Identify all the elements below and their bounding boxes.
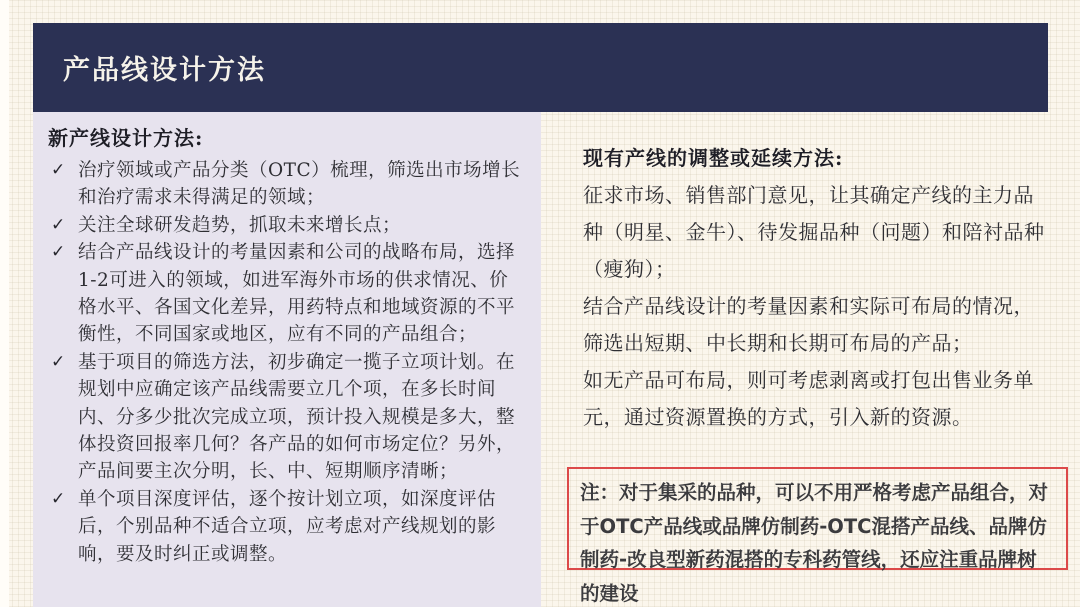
list-item	[48, 486, 527, 568]
checkmark-icon: ✓	[51, 488, 66, 509]
bullet-text: 治疗领域或产品分类（OTC）梳理，筛选出市场增长和治疗需求未得满足的领域；	[78, 160, 521, 209]
checkmark-icon: ✓	[51, 214, 66, 235]
checkmark-icon: ✓	[51, 351, 66, 372]
right-section-heading: 现有产线的调整或延续方法:	[583, 146, 844, 170]
existing-product-line-section	[583, 140, 1053, 436]
list-item	[48, 157, 527, 212]
right-paragraph: 征求市场、销售部门意见，让其确定产线的主力品种（明星、金牛）、待发掘品种（问题）和陪衬品种（瘦狗）；	[583, 183, 1045, 281]
left-panel-heading: 新产线设计方法:	[48, 126, 204, 150]
bullet-text: 单个项目深度评估，逐个按计划立项，如深度评估后，个别品种不适合立项，应考虑对产线规划的影响，要及时纠正或调整。	[78, 488, 497, 565]
bullet-text: 结合产品线设计的考量因素和公司的战略布局，选择1-2可进入的领域，如进军海外市场的供求情况、价格水平、各国文化差异，用药特点和地域资源的不平衡性，不同国家或地区，应有不同的产品组合；	[78, 242, 516, 346]
new-product-line-panel	[33, 112, 541, 607]
list-item	[48, 349, 527, 486]
bullet-text: 关注全球研发趋势，抓取未来增长点；	[78, 214, 402, 236]
note-box	[567, 467, 1068, 605]
bullet-text: 基于项目的筛选方法，初步确定一揽子立项计划。在规划中应确定该产品线需要立几个项，在多长时间内、分多少批次完成立项，预计投入规模是多大，整体投资回报率几何？各产品的如何市场定位？另外，产品间要主次分明，长、中、短期顺序清晰；	[78, 351, 516, 483]
slide-header	[33, 23, 1048, 112]
list-item	[48, 239, 527, 349]
checkmark-icon: ✓	[51, 242, 66, 263]
right-paragraph: 如无产品可布局，则可考虑剥离或打包出售业务单元，通过资源置换的方式，引入新的资源。	[583, 368, 1034, 429]
left-margin-strip	[0, 0, 9, 607]
list-item	[48, 212, 527, 239]
checkmark-icon: ✓	[51, 160, 66, 180]
left-panel-bullet-list	[48, 157, 527, 568]
right-paragraph: 结合产品线设计的考量因素和实际可布局的情况，筛选出短期、中长期和长期可布局的产品；	[583, 294, 1034, 355]
page-title: 产品线设计方法	[63, 55, 266, 86]
note-text: 注：对于集采的品种，可以不用严格考虑产品组合，对于OTC产品线或品牌仿制药-OTC混搭产品线、品牌仿制药-改良型新药混搭的专科药管线，还应注重品牌树的建设	[580, 481, 1049, 605]
